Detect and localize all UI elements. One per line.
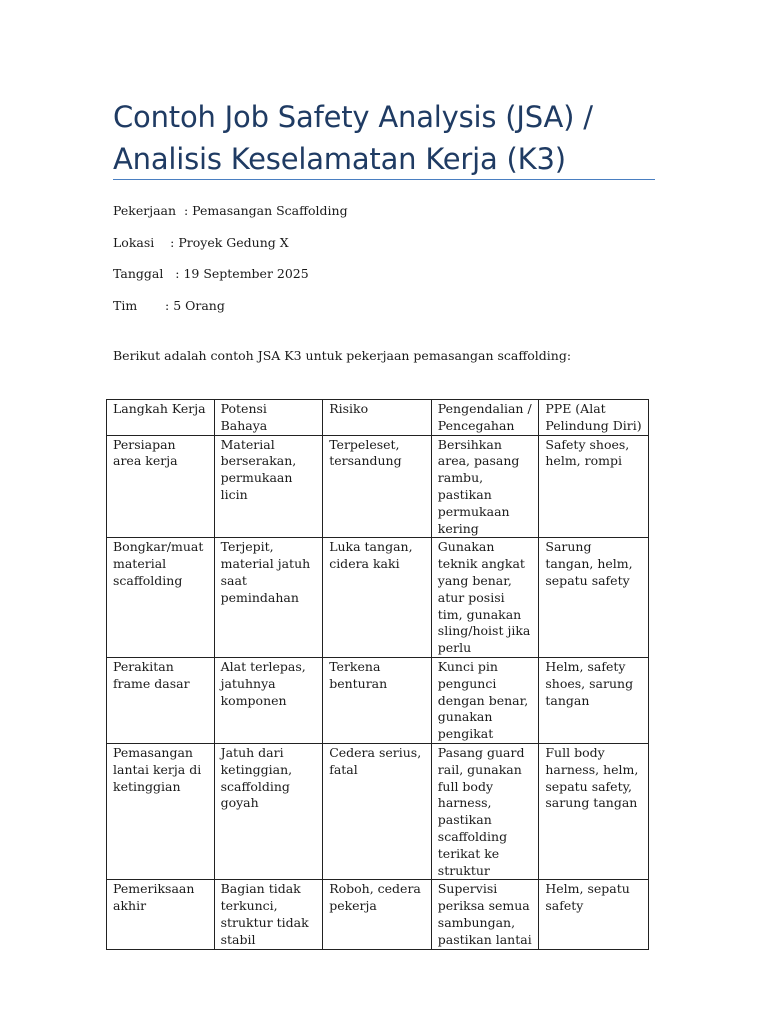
meta-label: Tanggal (113, 266, 164, 281)
cell-potensi-bahaya: Terjepit, material jatuh saat pemindahan (214, 538, 323, 658)
title-underline (113, 179, 655, 180)
cell-potensi-bahaya: Bagian tidak terkunci, struktur tidak stabil (214, 880, 323, 949)
intro-paragraph: Berikut adalah contoh JSA K3 untuk pekerjaan pemasangan scaffolding: (113, 348, 572, 363)
header-ppe: PPE (Alat Pelindung Diri) (539, 400, 649, 436)
cell-langkah-kerja: Bongkar/muat material scaffolding (107, 538, 215, 658)
jsa-table (106, 399, 649, 950)
document-title (113, 96, 673, 180)
header-pengendalian: Pengendalian / Pencegahan (431, 400, 539, 436)
meta-separator: : (137, 298, 174, 313)
cell-langkah-kerja: Perakitan frame dasar (107, 657, 215, 743)
header-risiko: Risiko (323, 400, 432, 436)
header-potensi-bahaya: Potensi Bahaya (214, 400, 323, 436)
cell-risiko: Cedera serius, fatal (323, 743, 432, 879)
cell-ppe: Helm, sepatu safety (539, 880, 649, 949)
table-row (107, 538, 649, 658)
cell-risiko: Terkena benturan (323, 657, 432, 743)
meta-value: Pemasangan Scaffolding (192, 203, 348, 218)
cell-pengendalian: Supervisi periksa semua sambungan, pastikan lantai (431, 880, 539, 949)
meta-label: Pekerjaan (113, 203, 177, 218)
cell-langkah-kerja: Pemasangan lantai kerja di ketinggian (107, 743, 215, 879)
meta-value: Proyek Gedung X (178, 235, 289, 250)
cell-ppe: Helm, safety shoes, sarung tangan (539, 657, 649, 743)
header-langkah-kerja: Langkah Kerja (107, 400, 215, 436)
cell-ppe: Full body harness, helm, sepatu safety, sarung tangan (539, 743, 649, 879)
table-row (107, 657, 649, 743)
cell-risiko: Luka tangan, cidera kaki (323, 538, 432, 658)
cell-ppe: Sarung tangan, helm, sepatu safety (539, 538, 649, 658)
meta-separator: : (163, 266, 184, 281)
table-row (107, 880, 649, 949)
meta-tanggal (113, 266, 309, 282)
meta-value: 19 September 2025 (183, 266, 309, 281)
cell-potensi-bahaya: Jatuh dari ketinggian, scaffolding goyah (214, 743, 323, 879)
meta-label: Tim (113, 298, 138, 313)
table-row (107, 435, 649, 538)
cell-pengendalian: Bersihkan area, pasang rambu, pastikan permukaan kering (431, 435, 539, 538)
cell-pengendalian: Kunci pin pengunci dengan benar, gunakan pengikat (431, 657, 539, 743)
title-line-2: Analisis Keselamatan Kerja (K3) (113, 142, 566, 176)
cell-pengendalian: Gunakan teknik angkat yang benar, atur posisi tim, gunakan sling/hoist jika perlu (431, 538, 539, 658)
table-row (107, 743, 649, 879)
table-header-row (107, 400, 649, 436)
meta-tim (113, 298, 225, 314)
cell-langkah-kerja: Persiapan area kerja (107, 435, 215, 538)
cell-potensi-bahaya: Material berserakan, permukaan licin (214, 435, 323, 538)
title-line-1: Contoh Job Safety Analysis (JSA) / (113, 100, 593, 134)
cell-risiko: Roboh, cedera pekerja (323, 880, 432, 949)
meta-separator: : (154, 235, 179, 250)
cell-pengendalian: Pasang guard rail, gunakan full body harness, pastikan scaffolding terikat ke struktur (431, 743, 539, 879)
cell-langkah-kerja: Pemeriksaan akhir (107, 880, 215, 949)
cell-ppe: Safety shoes, helm, rompi (539, 435, 649, 538)
meta-value: 5 Orang (173, 298, 225, 313)
meta-pekerjaan (113, 203, 348, 219)
cell-potensi-bahaya: Alat terlepas, jatuhnya komponen (214, 657, 323, 743)
meta-label: Lokasi (113, 235, 155, 250)
cell-risiko: Terpeleset, tersandung (323, 435, 432, 538)
meta-lokasi (113, 235, 289, 251)
meta-separator: : (176, 203, 193, 218)
